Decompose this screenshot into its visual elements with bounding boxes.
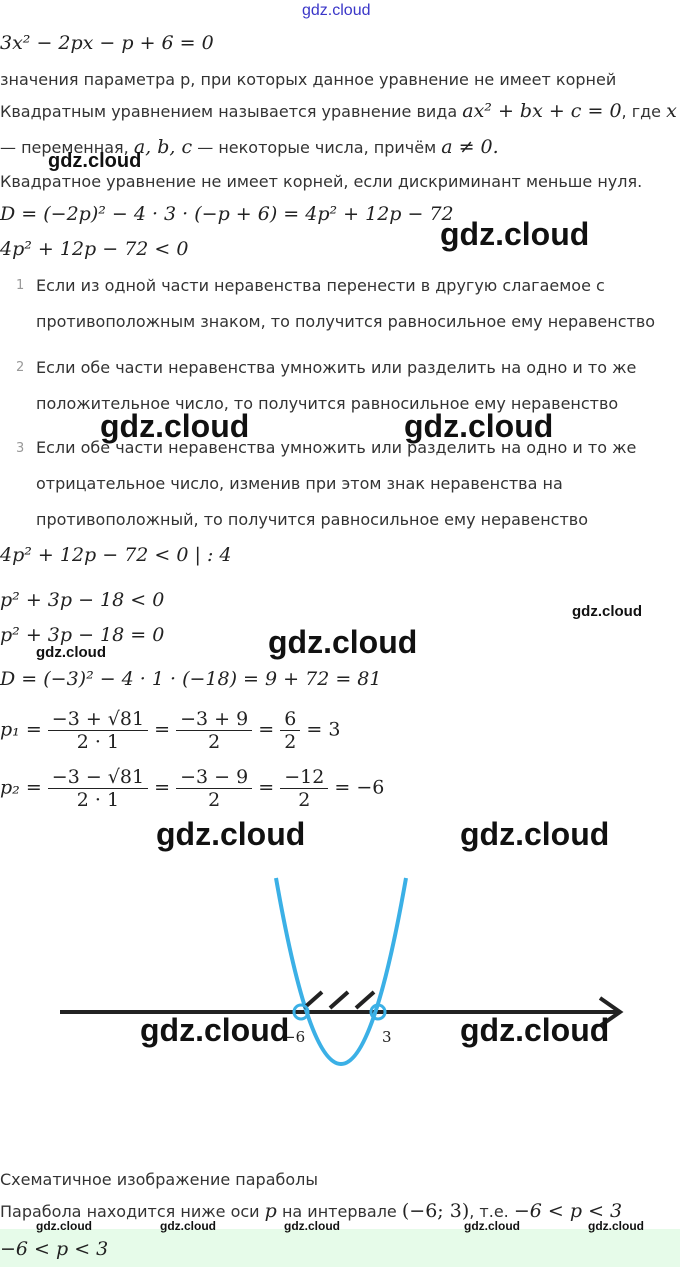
conclusion-interval: (−6; 3) <box>401 1200 470 1222</box>
root-2: p₂ = $\frac{-3 - √81}{2 \cdot 1}$ = $\frac{-3 - 9}{2}$ = $\frac{-12}{2}$ = −6 <box>0 766 385 810</box>
watermark: gdz.cloud <box>156 816 306 852</box>
discriminant-1: D = (−2p)² − 4 · 3 · (−p + 6) = 4p² + 12p − 72 <box>0 203 454 225</box>
root-2-clip <box>0 762 680 810</box>
conclusion-text: Парабола находится ниже оси <box>0 1202 260 1221</box>
fraction-denominator: 2 · 1 <box>76 731 120 753</box>
root-label-right: 3 <box>382 1028 392 1046</box>
rule-line: противоположный, то получится равносильное ему неравенство <box>36 510 588 529</box>
definition-var: x <box>666 100 677 122</box>
root-2-result: = −6 <box>334 776 385 799</box>
watermark: gdz.cloud <box>572 603 642 620</box>
fraction <box>176 766 252 810</box>
root-2-lhs: p₂ = <box>0 776 42 799</box>
rule-line: противоположным знаком, то получится равносильное ему неравенство <box>36 312 656 331</box>
fraction-numerator: −12 <box>280 766 328 789</box>
watermark: gdz.cloud <box>268 624 418 660</box>
definition-line2-a: — переменная, <box>0 138 129 157</box>
definition-line-1 <box>0 100 677 122</box>
definition-part1: Квадратным уравнением называется уравнение вида <box>0 102 458 121</box>
conclusion-inequality: −6 < p < 3 <box>513 1200 623 1222</box>
fraction-denominator: 2 <box>298 789 311 810</box>
definition-vars: a, b, c <box>133 136 193 158</box>
watermark: gdz.cloud <box>464 1219 520 1233</box>
parabola-graph <box>0 860 680 1110</box>
fraction <box>48 708 148 753</box>
graph-caption: Схематичное изображение параболы <box>0 1170 319 1189</box>
watermark: gdz.cloud <box>48 150 142 172</box>
watermark: gdz.cloud <box>460 1012 610 1048</box>
root-label-left: −6 <box>283 1028 306 1046</box>
fraction-denominator: 2 <box>208 731 221 753</box>
fraction-denominator: 2 <box>284 731 297 753</box>
root-1-result: = 3 <box>306 718 341 741</box>
watermark: gdz.cloud <box>36 1219 92 1233</box>
rule-line: Если из одной части неравенства перенести в другую слагаемое с <box>36 276 605 295</box>
watermark: gdz.cloud <box>100 408 250 444</box>
inequality-1: 4p² + 12p − 72 < 0 <box>0 238 189 260</box>
definition-cond: a ≠ 0. <box>441 136 499 158</box>
watermark-top: gdz.cloud <box>302 2 371 19</box>
main-equation: 3x² − 2px − p + 6 = 0 <box>0 32 214 54</box>
watermark: gdz.cloud <box>404 408 554 444</box>
task-text: значения параметра p, при которых данное уравнение не имеет корней <box>0 70 617 89</box>
watermark: gdz.cloud <box>284 1219 340 1233</box>
fraction-denominator: 2 · 1 <box>76 789 120 810</box>
rule-line: положительное число, то получится равносильное ему неравенство <box>36 394 619 413</box>
fraction-numerator: −3 + √81 <box>48 708 148 731</box>
watermark: gdz.cloud <box>140 1012 290 1048</box>
final-answer: −6 < p < 3 <box>0 1238 109 1260</box>
watermark: gdz.cloud <box>440 216 590 252</box>
fraction-numerator: 6 <box>280 708 300 731</box>
fraction <box>48 766 148 810</box>
definition-line2-b: — некоторые числа, причём <box>197 138 437 157</box>
inequality-3: p² + 3p − 18 < 0 <box>0 589 165 611</box>
watermark: gdz.cloud <box>460 816 610 852</box>
fraction <box>280 766 328 810</box>
discriminant-2: D = (−3)² − 4 · 1 · (−18) = 9 + 72 = 81 <box>0 668 382 690</box>
watermark: gdz.cloud <box>36 644 106 661</box>
definition-formula: ax² + bx + c = 0 <box>462 100 622 122</box>
rule-line: Если обе части неравенства умножить или разделить на одно и то же <box>36 358 637 377</box>
fraction-numerator: −3 − 9 <box>176 766 252 789</box>
rule-line: отрицательное число, изменив при этом знак неравенства на <box>36 474 563 493</box>
hatching <box>304 992 374 1008</box>
fraction <box>280 708 300 753</box>
conclusion-text3: , т.е. <box>469 1202 509 1221</box>
fraction-numerator: −3 + 9 <box>176 708 252 731</box>
no-roots-text: Квадратное уравнение не имеет корней, если дискриминант меньше нуля. <box>0 172 643 191</box>
conclusion-text2: на интервале <box>281 1202 397 1221</box>
watermark: gdz.cloud <box>160 1219 216 1233</box>
rule-number: 1 <box>16 278 25 293</box>
fraction-numerator: −3 − √81 <box>48 766 148 789</box>
conclusion-var: p <box>264 1200 277 1222</box>
inequality-2: 4p² + 12p − 72 < 0 | : 4 <box>0 544 232 566</box>
rule-number: 2 <box>16 360 25 375</box>
fraction-denominator: 2 <box>208 789 221 810</box>
equation-2: p² + 3p − 18 = 0 <box>0 624 165 646</box>
root-1: p₁ = $\frac{-3 + √81}{2 \cdot 1}$ = $\frac{-3 + 9}{2}$ = $\frac{6}{2}$ = 3 <box>0 708 341 753</box>
root-1-lhs: p₁ = <box>0 718 42 741</box>
definition-part2: , где <box>621 102 662 121</box>
rule-number: 3 <box>16 441 25 456</box>
rule-line: Если обе части неравенства умножить или разделить на одно и то же <box>36 438 637 457</box>
fraction <box>176 708 252 753</box>
watermark: gdz.cloud <box>588 1219 644 1233</box>
